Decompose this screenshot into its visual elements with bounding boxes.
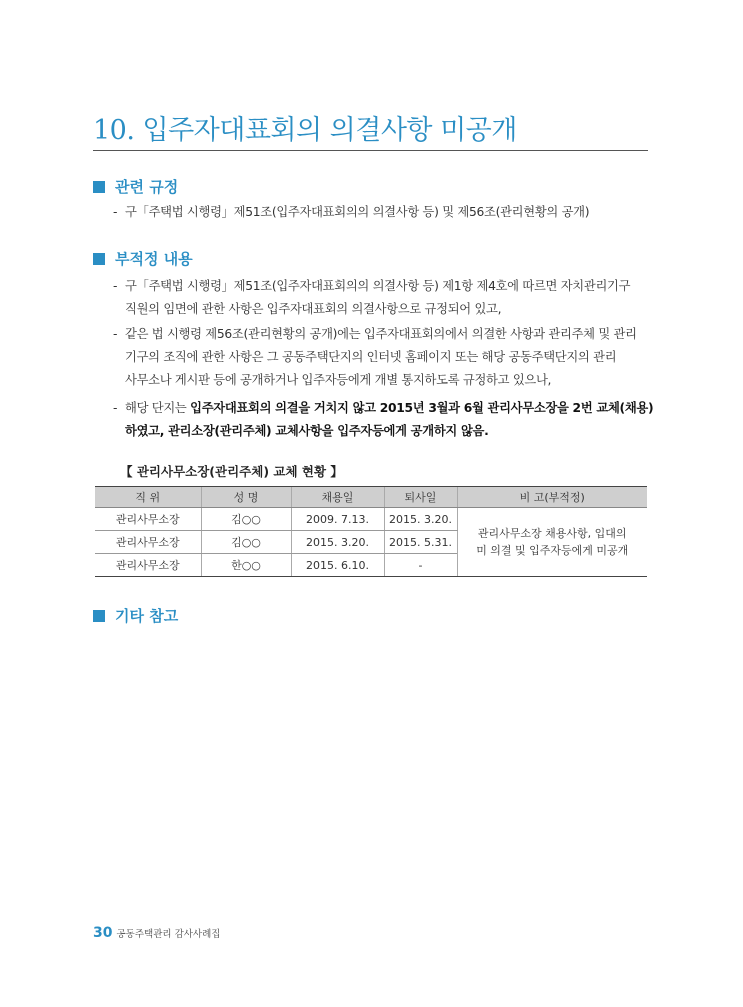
bullet-text-emphasis: 입주자대표회의 의결을 거치지 않고 2015년 3월과 6월 관리사무소장을 2번 교체(채용) bbox=[190, 401, 654, 415]
bullet-text: 구「주택법 시행령」제51조(입주자대표회의의 의결사항 등) 및 제56조(관리현황의 공개) bbox=[125, 205, 590, 219]
cell-position: 관리사무소장 bbox=[95, 508, 201, 531]
page-number: 30 bbox=[93, 925, 113, 941]
bullet-text bbox=[113, 420, 653, 443]
bullet-text-plain: 해당 단지는 bbox=[125, 401, 191, 415]
page-footer bbox=[93, 925, 220, 941]
header-leave-date: 퇴사일 bbox=[384, 487, 457, 508]
square-bullet-icon bbox=[93, 253, 105, 265]
cell-position: 관리사무소장 bbox=[95, 531, 201, 554]
dash-marker: - bbox=[113, 279, 118, 293]
bullet-text bbox=[113, 397, 653, 420]
bullet-item bbox=[113, 397, 653, 443]
cell-remarks bbox=[457, 508, 647, 577]
header-remarks: 비 고(부적정) bbox=[457, 487, 647, 508]
cell-position: 관리사무소장 bbox=[95, 554, 201, 577]
cell-name: 김○○ bbox=[201, 531, 291, 554]
square-bullet-icon bbox=[93, 610, 105, 622]
square-bullet-icon bbox=[93, 181, 105, 193]
bullet-text: 같은 법 시행령 제56조(관리현황의 공개)에는 입주자대표회의에서 의결한 사항과 관리주체 및 관리 bbox=[125, 327, 637, 341]
section-heading-other bbox=[93, 605, 178, 626]
bullet-text: 기구의 조직에 관한 사항은 그 공동주택단지의 인터넷 홈페이지 또는 해당 공동주택단지의 관리 bbox=[125, 350, 617, 364]
header-hire-date: 채용일 bbox=[291, 487, 384, 508]
page-title: 10. 입주자대표회의 의결사항 미공개 bbox=[93, 115, 517, 146]
manager-change-table bbox=[95, 486, 647, 577]
cell-hire-date: 2015. 6.10. bbox=[291, 554, 384, 577]
cell-hire-date: 2015. 3.20. bbox=[291, 531, 384, 554]
section-label: 관련 규정 bbox=[115, 178, 179, 196]
dash-marker: - bbox=[113, 401, 118, 415]
cell-hire-date: 2009. 7.13. bbox=[291, 508, 384, 531]
table-caption: 【 관리사무소장(관리주체) 교체 현황 】 bbox=[120, 464, 343, 479]
table-row bbox=[95, 508, 647, 531]
header-name: 성 명 bbox=[201, 487, 291, 508]
section-heading-regulation bbox=[93, 176, 178, 197]
cell-leave-date: 2015. 5.31. bbox=[384, 531, 457, 554]
title-divider bbox=[93, 150, 648, 151]
bullet-item bbox=[113, 323, 653, 392]
bullet-item bbox=[113, 201, 653, 224]
table-header-row bbox=[95, 487, 647, 508]
bullet-text: 구「주택법 시행령」제51조(입주자대표회의의 의결사항 등) 제1항 제4호에 따르면 자치관리기구 bbox=[125, 279, 631, 293]
bullet-item bbox=[113, 275, 653, 321]
header-position: 직 위 bbox=[95, 487, 201, 508]
cell-leave-date: - bbox=[384, 554, 457, 577]
cell-name: 한○○ bbox=[201, 554, 291, 577]
remarks-line: 관리사무소장 채용사항, 입대의 bbox=[477, 527, 627, 540]
section-heading-findings bbox=[93, 248, 193, 269]
remarks-line: 미 의결 및 입주자등에게 미공개 bbox=[476, 544, 629, 557]
book-title: 공동주택관리 감사사례집 bbox=[116, 929, 221, 940]
dash-marker: - bbox=[113, 327, 118, 341]
dash-marker: - bbox=[113, 205, 118, 219]
cell-leave-date: 2015. 3.20. bbox=[384, 508, 457, 531]
section-label: 기타 참고 bbox=[115, 607, 179, 625]
cell-name: 김○○ bbox=[201, 508, 291, 531]
bullet-text-emphasis: 하였고, 관리소장(관리주체) 교체사항을 입주자등에게 공개하지 않음. bbox=[125, 424, 489, 438]
section-label: 부적정 내용 bbox=[115, 250, 193, 268]
bullet-text: 사무소나 게시판 등에 공개하거나 입주자등에게 개별 통지하도록 규정하고 있으나, bbox=[125, 373, 552, 387]
bullet-text: 직원의 임면에 관한 사항은 입주자대표회의 의결사항으로 규정되어 있고, bbox=[125, 302, 502, 316]
